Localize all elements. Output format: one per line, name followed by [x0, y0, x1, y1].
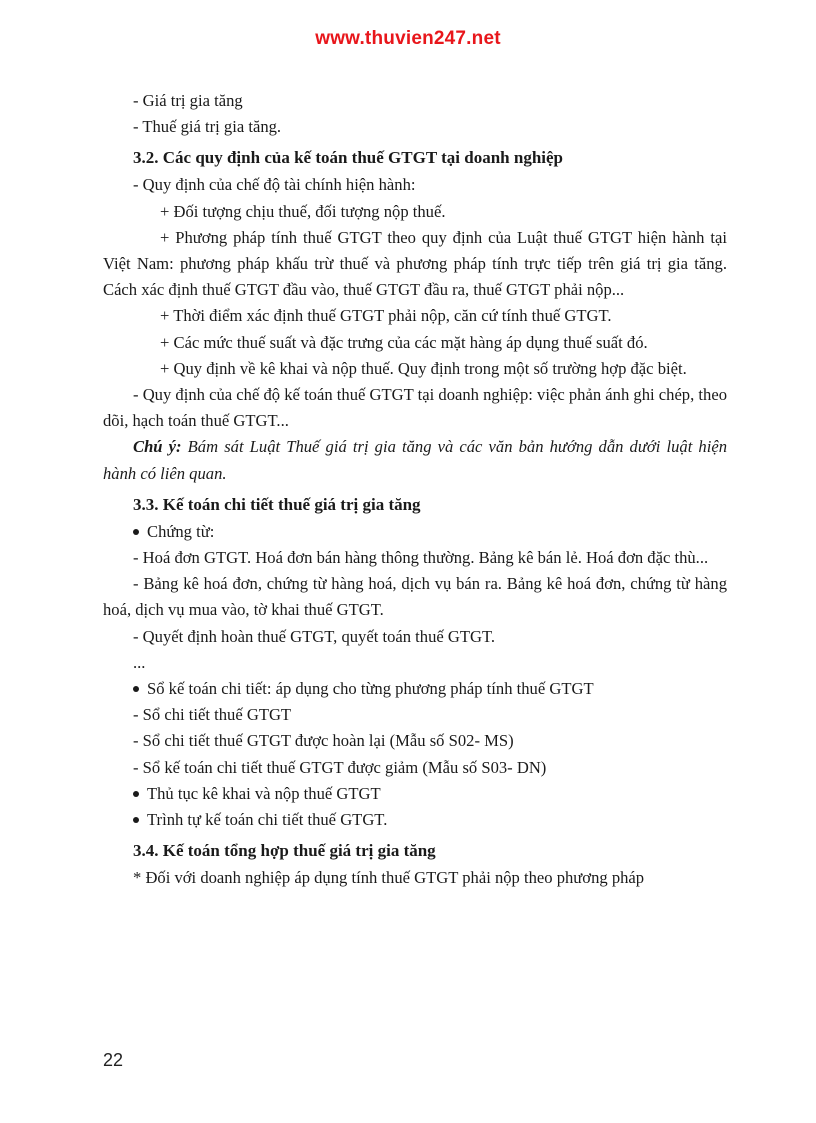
note-paragraph [103, 434, 727, 486]
text-line: - Sổ chi tiết thuế GTGT [133, 705, 292, 725]
section-heading-3-4: 3.4. Kế toán tổng hợp thuế giá trị gia tăng [133, 841, 436, 861]
bullet-text: Chứng từ: [147, 521, 215, 541]
note-label: Chú ý: [133, 437, 182, 457]
bullet-text: Sổ kế toán chi tiết: áp dụng cho từng phương pháp tính thuế GTGT [147, 679, 594, 699]
note-text: Bám sát Luật Thuế giá trị gia tăng và các văn bản hướng dẫn dưới luật hiện hành có liên quan. [103, 437, 727, 483]
bullet-item [103, 807, 727, 833]
site-watermark: www.thuvien247.net [315, 28, 501, 49]
bullet-item [103, 781, 727, 807]
text-line: + Thời điểm xác định thuế GTGT phải nộp, căn cứ tính thuế GTGT. [160, 306, 612, 326]
bullet-item [103, 676, 727, 702]
bullet-item [103, 519, 727, 545]
bullet-dot-icon [133, 686, 139, 692]
section-heading-3-2: 3.2. Các quy định của kế toán thuế GTGT tại doanh nghiệp [133, 148, 563, 168]
section-heading-3-3: 3.3. Kế toán chi tiết thuế giá trị gia tăng [133, 494, 421, 514]
text-line: ... [133, 652, 146, 672]
bullet-text: Trình tự kế toán chi tiết thuế GTGT. [147, 810, 388, 830]
text-line: - Giá trị gia tăng [133, 91, 243, 110]
text-line: - Thuế giá trị gia tăng. [133, 117, 282, 137]
bullet-text: Thủ tục kê khai và nộp thuế GTGT [147, 783, 381, 803]
text-line: - Quy định của chế độ tài chính hiện hành: [133, 175, 416, 195]
bullet-dot-icon [133, 791, 139, 797]
paragraph: - Quy định của chế độ kế toán thuế GTGT tại doanh nghiệp: việc phản ánh ghi chép, theo dõi, hạch toán thuế GTGT... [103, 385, 727, 431]
text-line: + Các mức thuế suất và đặc trưng của các mặt hàng áp dụng thuế suất đó. [160, 332, 648, 352]
text-line: - Sổ kế toán chi tiết thuế GTGT được giảm (Mẫu số S03- DN) [133, 757, 547, 777]
paragraph: - Bảng kê hoá đơn, chứng từ hàng hoá, dịch vụ bán ra. Bảng kê hoá đơn, chứng từ hàng hoá, dịch vụ mua vào, tờ khai thuế GTGT. [103, 574, 727, 620]
text-line: * Đối với doanh nghiệp áp dụng tính thuế GTGT phải nộp theo phương pháp [133, 868, 645, 888]
page-number: 22 [103, 1050, 124, 1070]
paragraph: + Phương pháp tính thuế GTGT theo quy định của Luật thuế GTGT hiện hành tại Việt Nam: phương pháp khấu trừ thuế và phương pháp tính trực tiếp trên giá trị gia tăng. Cách xác định thuế GTGT đầu vào, thuế GTGT đầu ra, thuế GTGT phải nộp... [103, 227, 727, 300]
text-line: - Quyết định hoàn thuế GTGT, quyết toán thuế GTGT. [133, 626, 496, 646]
bullet-dot-icon [133, 817, 139, 823]
page-content [103, 88, 727, 891]
paragraph: + Quy định về kê khai và nộp thuế. Quy định trong một số trường hợp đặc biệt. [160, 358, 687, 378]
text-line: + Đối tượng chịu thuế, đối tượng nộp thuế. [160, 201, 446, 221]
text-line: - Sổ chi tiết thuế GTGT được hoàn lại (Mẫu số S02- MS) [133, 731, 514, 751]
bullet-dot-icon [133, 529, 139, 535]
paragraph: - Hoá đơn GTGT. Hoá đơn bán hàng thông thường. Bảng kê bán lẻ. Hoá đơn đặc thù... [133, 548, 709, 568]
